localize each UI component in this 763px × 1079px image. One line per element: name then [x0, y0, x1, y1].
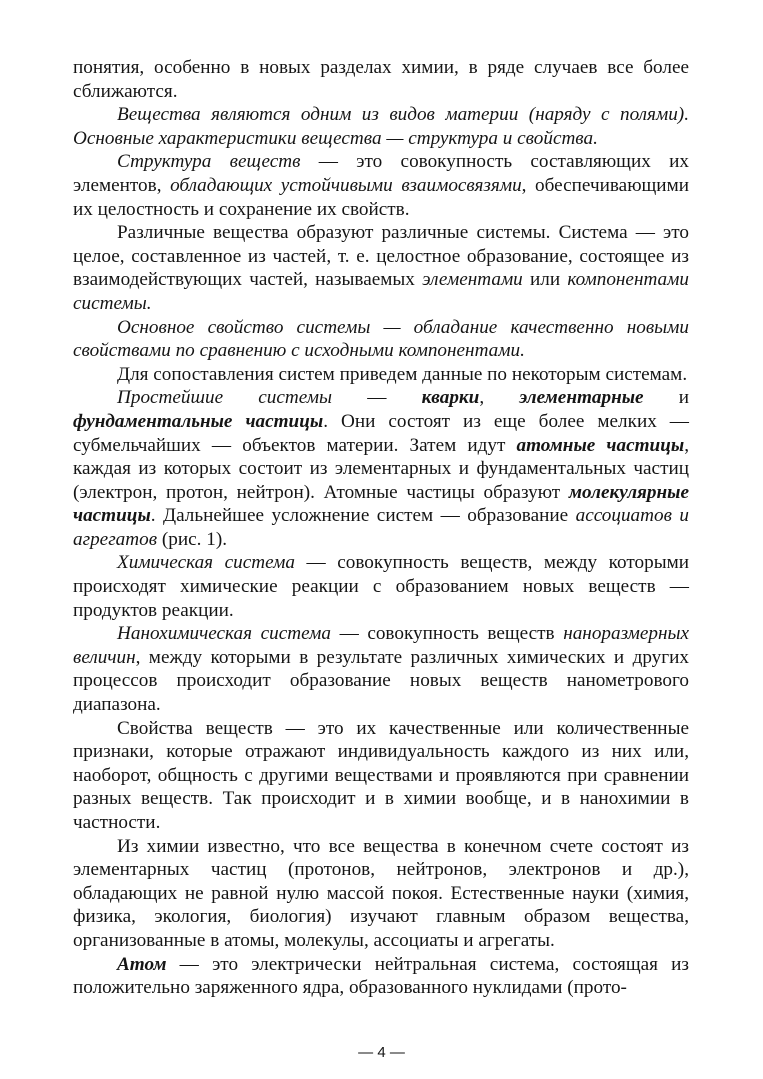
paragraph	[73, 717, 689, 835]
paragraph	[73, 363, 689, 387]
italic-text: обладающих устойчивыми взаимосвязями	[170, 174, 522, 196]
bold-italic-term: Атом	[117, 953, 167, 975]
paragraph	[73, 103, 689, 150]
paragraph	[73, 221, 689, 315]
text-run: (рис. 1).	[157, 528, 228, 550]
italic-text: Химическая система	[117, 552, 295, 574]
text-run: Свойства веществ — это их качественные или количественные признаки, которые отражают индивидуальность каждого из них или, наоборот, общность с другими веществами и проявляются при сравнении разных веществ. Так происходит и в химии вообще, и в нанохимии в частности.	[73, 717, 689, 833]
text-run: , между которыми в результате различных химических и других процессов происходит образование новых веществ нанометрового диапазона.	[73, 646, 689, 716]
text-run: — совокупность веществ	[331, 623, 564, 645]
text-run: , обеспечивающими их целостность и сохранение их свойств.	[73, 174, 689, 220]
page-number: — 4 —	[358, 1044, 405, 1061]
text-run: . Дальнейшее усложнение систем — образование	[150, 505, 576, 527]
text-run: и	[643, 387, 689, 409]
paragraph	[73, 622, 689, 716]
paragraph	[73, 150, 689, 221]
text-run: . Они состоят из еще более мелких — субмельчайших — объектов материи. Затем идут	[73, 410, 689, 456]
paragraph	[73, 953, 689, 1000]
text-run: Различные вещества образуют различные системы. Система — это целое, составленное из частей, т. е. целостное образование, состоящее из взаимодействующих частей, называемых	[73, 222, 689, 291]
text-run: или	[522, 269, 568, 291]
bold-italic-term: элементарные	[519, 387, 644, 409]
body-text	[73, 56, 689, 1000]
paragraph	[73, 551, 689, 622]
italic-text: Нанохимическая система	[117, 623, 331, 645]
italic-text: элементами	[422, 269, 523, 291]
italic-text: Простейшие системы	[117, 387, 333, 409]
italic-text: Структура веществ	[117, 151, 301, 173]
text-run: — это электрически нейтральная система, состоящая из положительно заряженного ядра, образованного нуклидами (прото-	[73, 953, 689, 999]
text-run: — это совокупность составляющих их элементов,	[73, 151, 690, 196]
italic-text: ассоциатов и агрегатов	[73, 505, 689, 550]
italic-text: Основное свойство системы — обладание качественно новыми свойствами по сравнению с исходными компонентами.	[73, 316, 689, 362]
italic-text: Вещества являются одним из видов материи (наряду с полями). Основные характеристики вещества — структура и свойства.	[73, 104, 689, 149]
bold-italic-term: молекулярные частицы	[73, 481, 689, 527]
italic-text: наноразмерных величин	[73, 623, 689, 668]
italic-text: компонентами системы.	[73, 269, 689, 314]
bold-italic-term: кварки	[421, 387, 480, 409]
text-run: ,	[479, 387, 520, 409]
paragraph	[73, 835, 689, 953]
text-run: понятия, особенно в новых разделах химии, в ряде случаев все более сближаются.	[73, 57, 689, 102]
bold-italic-term: фундаментальные частицы	[73, 410, 324, 432]
paragraph	[73, 316, 689, 363]
text-run: , каждая из которых состоит из элементарных и фундаментальных частиц (электрон, протон, нейтрон). Атомные частицы образуют	[73, 434, 689, 503]
text-run: — совокупность веществ, между которыми происходят химические реакции с образованием новых веществ — продуктов реакции.	[73, 552, 689, 621]
bold-italic-term: атомные частицы	[516, 434, 685, 456]
text-run: Для сопоставления систем приведем данные по некоторым системам.	[117, 363, 688, 385]
text-run: Из химии известно, что все вещества в конечном счете состоят из элементарных частиц (протонов, нейтронов, электронов и др.), обладающих не равной нулю массой покоя. Естественные науки (химия, физика, экология, биология) изучают главным образом вещества, организованные в атомы, молекулы, ассоциаты и агрегаты.	[73, 835, 689, 951]
paragraph	[73, 56, 689, 103]
paragraph	[73, 386, 689, 551]
text-run: —	[332, 387, 422, 409]
